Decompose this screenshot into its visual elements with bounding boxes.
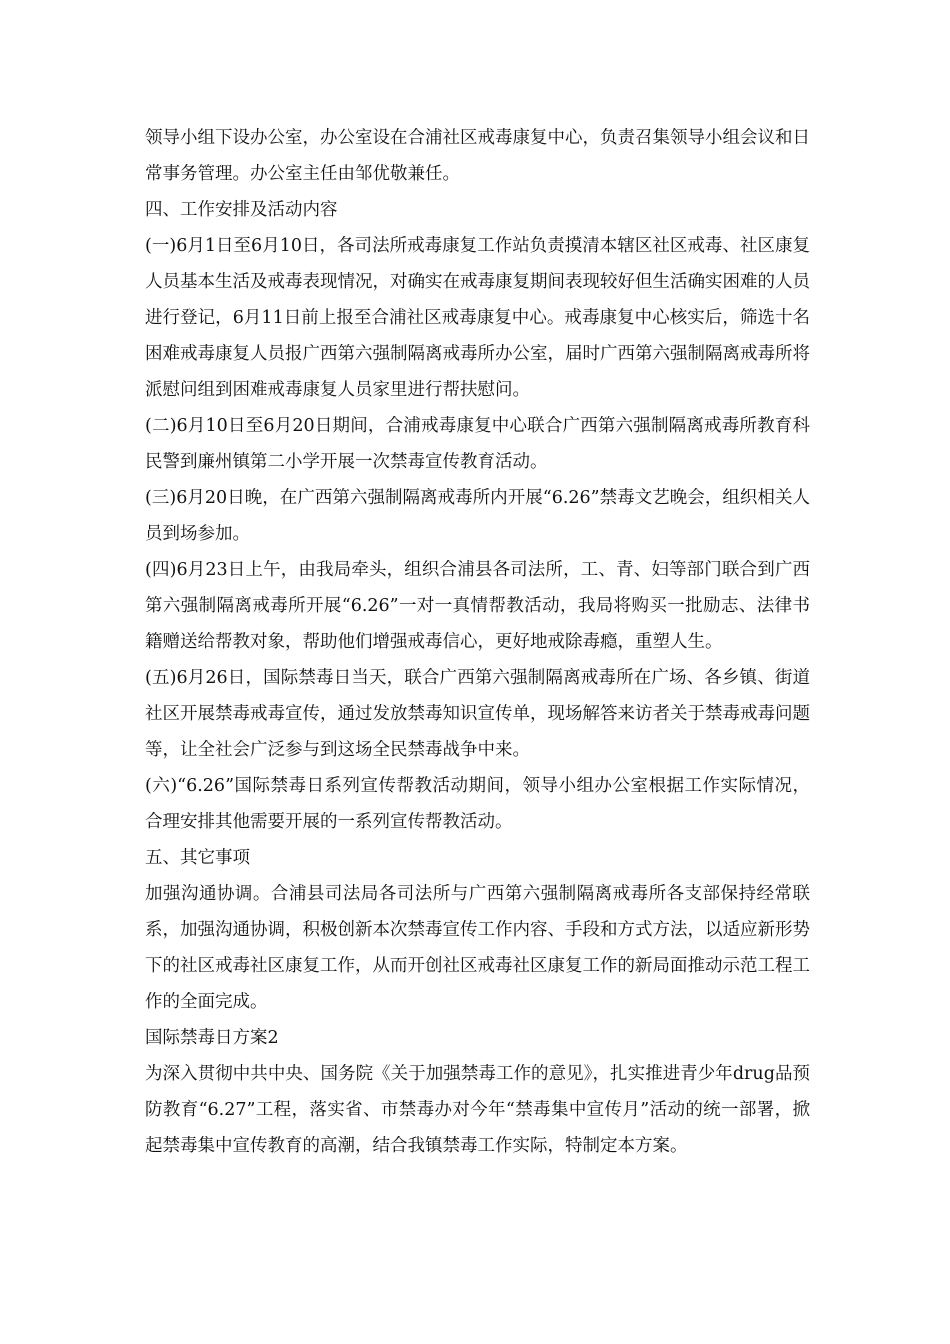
paragraph-item-2: (二)6月10日至6月20日期间，合浦戒毒康复中心联合广西第六强制隔离戒毒所教育科民警到廉州镇第二小学开展一次禁毒宣传教育活动。 <box>145 416 810 472</box>
section-heading-other-matters: 五、其它事项 <box>145 848 250 868</box>
document-body <box>145 120 810 1164</box>
plan-2-title: 国际禁毒日方案2 <box>145 1028 279 1048</box>
paragraph-item-6: (六)“6.26”国际禁毒日系列宣传帮教活动期间，领导小组办公室根据工作实际情况，合理安排其他需要开展的一系列宣传帮教活动。 <box>145 776 810 832</box>
section-heading-work-arrangement: 四、工作安排及活动内容 <box>145 200 338 220</box>
paragraph-coordination: 加强沟通协调。合浦县司法局各司法所与广西第六强制隔离戒毒所各支部保持经常联系，加强沟通协调，积极创新本次禁毒宣传工作内容、手段和方式方法，以适应新形势下的社区戒毒社区康复工作，从而开创社区戒毒社区康复工作的新局面推动示范工程工作的全面完成。 <box>145 884 810 1012</box>
paragraph-item-4: (四)6月23日上午，由我局牵头，组织合浦县各司法所，工、青、妇等部门联合到广西第六强制隔离戒毒所开展“6.26”一对一真情帮教活动，我局将购买一批励志、法律书籍赠送给帮教对象，帮助他们增强戒毒信心，更好地戒除毒瘾，重塑人生。 <box>145 560 810 652</box>
paragraph-office-setup: 领导小组下设办公室，办公室设在合浦社区戒毒康复中心，负责召集领导小组会议和日常事务管理。办公室主任由邹优敬兼任。 <box>145 128 810 184</box>
paragraph-item-3: (三)6月20日晚，在广西第六强制隔离戒毒所内开展“6.26”禁毒文艺晚会，组织相关人员到场参加。 <box>145 488 810 544</box>
paragraph-item-1: (一)6月1日至6月10日，各司法所戒毒康复工作站负责摸清本辖区社区戒毒、社区康复人员基本生活及戒毒表现情况，对确实在戒毒康复期间表现较好但生活确实困难的人员进行登记，6月11日前上报至合浦社区戒毒康复中心。戒毒康复中心核实后，筛选十名困难戒毒康复人员报广西第六强制隔离戒毒所办公室，届时广西第六强制隔离戒毒所将派慰问组到困难戒毒康复人员家里进行帮扶慰问。 <box>145 236 810 400</box>
paragraph-item-5: (五)6月26日，国际禁毒日当天，联合广西第六强制隔离戒毒所在广场、各乡镇、街道社区开展禁毒戒毒宣传，通过发放禁毒知识宣传单，现场解答来访者关于禁毒戒毒问题等，让全社会广泛参与到这场全民禁毒战争中来。 <box>145 668 810 760</box>
paragraph-plan-2-intro: 为深入贯彻中共中央、国务院《关于加强禁毒工作的意见》，扎实推进青少年drug品预防教育“6.27”工程，落实省、市禁毒办对今年“禁毒集中宣传月”活动的统一部署，掀起禁毒集中宣传教育的高潮，结合我镇禁毒工作实际，特制定本方案。 <box>145 1064 810 1156</box>
